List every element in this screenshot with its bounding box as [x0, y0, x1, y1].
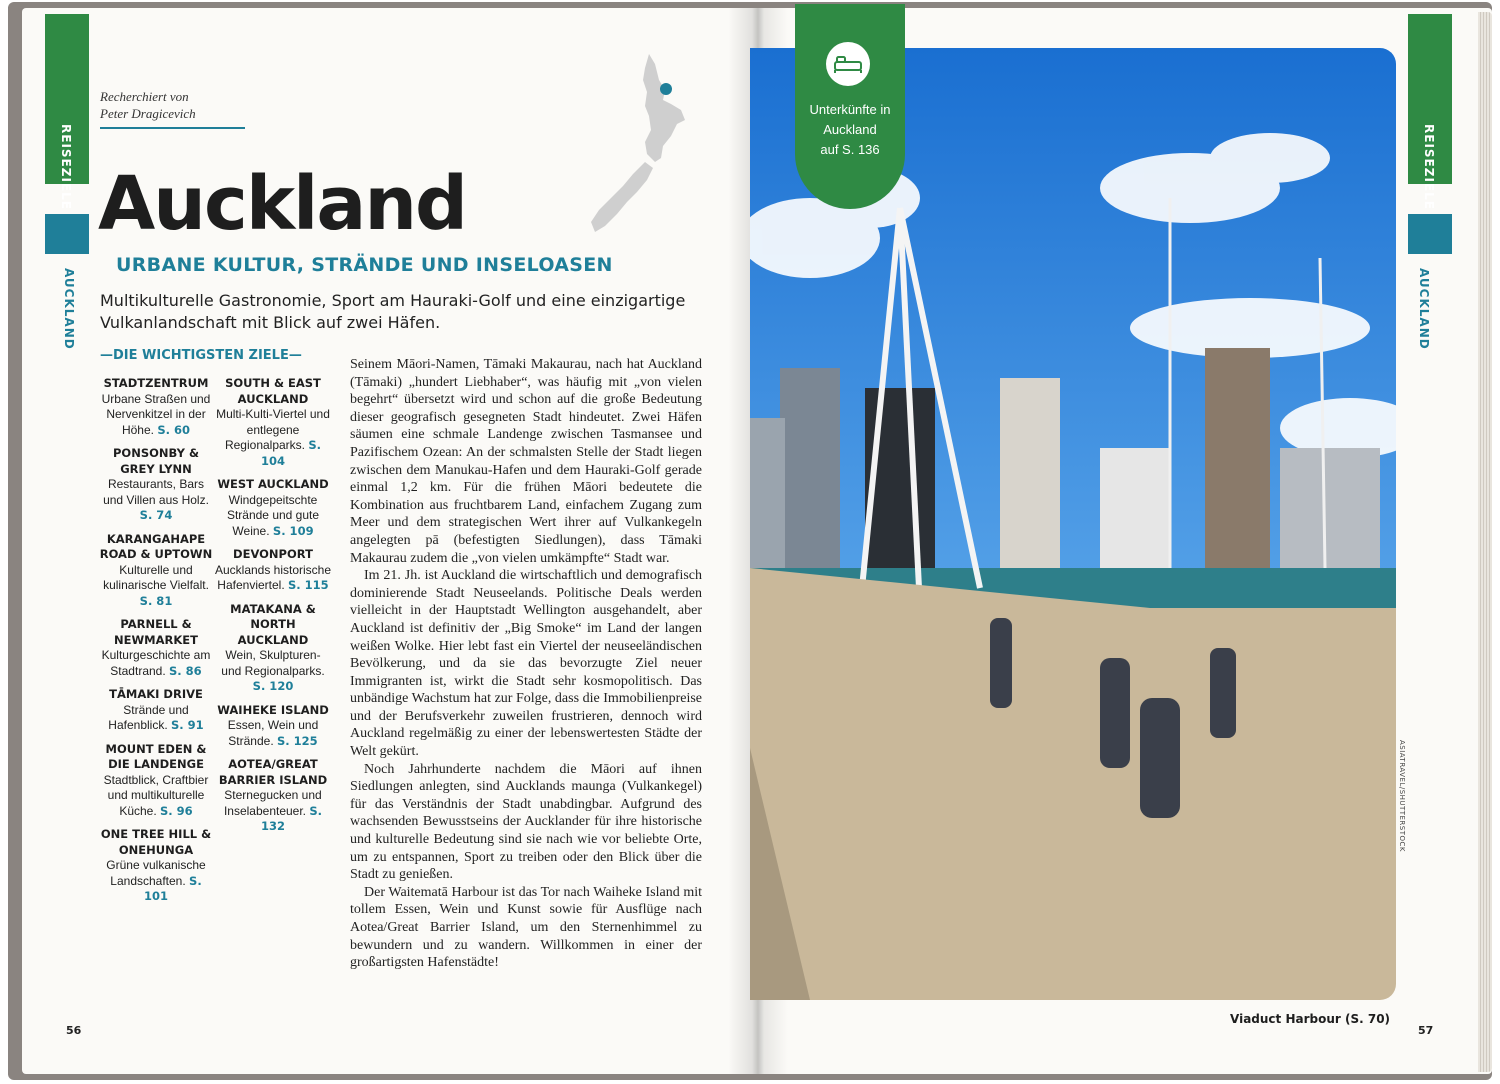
auckland-location-marker [660, 83, 672, 95]
highlights-heading: —DIE WICHTIGSTEN ZIELE— [100, 348, 302, 363]
highlight-page-ref[interactable]: S. 101 [143, 873, 202, 903]
byline-author: Peter Dragicevich [100, 106, 196, 121]
page-edges [1478, 12, 1492, 1072]
highlight-name: AOTEA/GREAT BARRIER ISLAND [218, 757, 328, 787]
highlight-name: PONSONBY & GREY LYNN [112, 446, 199, 476]
highlight-page-ref[interactable]: S. 91 [171, 718, 204, 732]
highlight-page-ref[interactable]: S. 60 [157, 422, 191, 437]
page-subtitle: URBANE KULTUR, STRÄNDE UND INSELOASEN [116, 254, 613, 276]
highlight-name: TĀMAKI DRIVE [109, 687, 203, 701]
bed-icon [826, 42, 870, 86]
highlight-desc: Kulturelle und kulinarische Vielfalt. [103, 562, 209, 592]
highlight-page-ref[interactable]: S. 109 [272, 523, 314, 538]
highlight-page-ref[interactable]: S. 104 [260, 438, 322, 468]
highlight-desc: Multi-Kulti-Viertel und entlegene Regionalparks. [216, 407, 330, 452]
highlight-page-ref[interactable]: S. 74 [139, 508, 173, 522]
body-paragraph: Im 21. Jh. ist Auckland die wirtschaftlich und demografisch dominierende Stadt Neuseelands. Politische Deals werden vielleicht in der Hauptstadt Wellington ausgehandelt, aber Auckland ist definitiv der „Big Smoke“ im Land der langen weißen Wolke. Hier lebt fast ein Viertel der neuseeländischen Bevölkerung, und da sie das bevorzugte Ziel neuer Immigranten ist, wirkt die Stadt sehr kosmopolitisch. Das unbändige Wachstum hat zur Folge, dass die Immobilienpreise und der Berufsverkehr zuweilen frustrieren, dennoch wird Auckland regelmäßig zu einer der lebenswertesten Städte der Welt gekürt. [350, 568, 702, 760]
highlight-page-ref[interactable]: S. 86 [169, 663, 202, 678]
page-title: Auckland [98, 161, 466, 247]
highlight-desc: Windgepeitschte Strände und gute Weine. [226, 492, 320, 538]
highlight-page-ref[interactable]: S. 120 [252, 679, 294, 693]
highlight-item [214, 703, 332, 750]
highlight-desc: Strände und Hafenblick. [108, 702, 189, 732]
byline [100, 88, 196, 122]
highlight-name: KARANGAHAPE ROAD & UPTOWN [99, 531, 213, 561]
highlight-desc: Kulturgeschichte am Stadtrand. [101, 648, 211, 678]
highlight-desc: Sternegucken und Inselabenteuer. [223, 788, 322, 818]
city-tab-label-right: AUCKLAND [1417, 268, 1431, 350]
highlight-name: DEVONPORT [233, 547, 313, 561]
highlight-name: PARNELL & NEWMARKET [114, 617, 198, 647]
page-number-right: 57 [1418, 1024, 1434, 1037]
highlight-page-ref[interactable]: S. 125 [277, 733, 318, 748]
byline-rule [100, 127, 245, 129]
byline-line-1: Recherchiert von [100, 89, 189, 104]
highlight-name: WEST AUCKLAND [217, 477, 329, 491]
section-tab-teal [45, 214, 89, 254]
highlight-item [214, 477, 332, 539]
highlight-page-ref[interactable]: S. 81 [139, 593, 173, 608]
pier-deck [750, 568, 1396, 1000]
highlight-name: MOUNT EDEN & DIE LANDENGE [105, 741, 207, 771]
section-tab-right [1408, 14, 1452, 210]
new-zealand-map [585, 50, 705, 240]
highlight-name: WAIHEKE ISLAND [217, 702, 329, 717]
highlight-desc: Aucklands historische Hafenviertel. [214, 562, 332, 592]
city-tab-label: AUCKLAND [62, 268, 76, 350]
highlight-name: SOUTH & EAST AUCKLAND [225, 376, 321, 406]
highlight-page-ref[interactable]: S. 96 [160, 803, 193, 818]
highlight-item [214, 602, 332, 695]
section-tab-label: REISEZIELE [59, 124, 73, 210]
highlight-item [214, 376, 332, 469]
section-tab-label-right: REISEZIELE [1422, 124, 1436, 210]
highlight-item [97, 687, 215, 734]
highlight-item [97, 376, 215, 438]
section-tab-teal-right [1408, 214, 1452, 254]
highlights-column-2 [214, 376, 332, 843]
highlight-item [97, 827, 215, 905]
highlight-desc: Restaurants, Bars und Villen aus Holz. [103, 477, 209, 507]
photo-caption: Viaduct Harbour (S. 70) [1230, 1012, 1391, 1026]
page-number-left: 56 [66, 1024, 82, 1037]
accommodation-line-1: Unterkünfte in [809, 102, 891, 117]
intro-text: Multikulturelle Gastronomie, Sport am Hauraki-Golf und eine einzigartige Vulkanlandschaft mit Blick auf zwei Häfen. [100, 291, 686, 332]
accommodation-badge[interactable] [795, 4, 905, 209]
highlight-desc: Essen, Wein und Strände. [227, 718, 319, 748]
highlight-name: STADTZENTRUM [103, 376, 209, 390]
accommodation-text [795, 100, 905, 160]
highlight-item [97, 742, 215, 820]
highlight-name: ONE TREE HILL & ONEHUNGA [100, 827, 212, 857]
section-tab [45, 14, 89, 210]
highlight-page-ref[interactable]: S. 115 [288, 578, 329, 592]
highlight-item [97, 532, 215, 610]
south-island-shape [591, 162, 653, 232]
highlight-desc: Urbane Straßen und Nervenkitzel in der Höhe. [101, 391, 211, 437]
north-island-shape [643, 54, 685, 162]
body-paragraph: Der Waitematā Harbour ist das Tor nach Waiheke Island mit tollem Essen, Wein und Kunst sowie für Ausflüge nach Aotea/Great Barrier Island, um den Sternenhimmel zu bewundern und zu wandern. Willkommen in einer der großartigsten Hafenstädte! [350, 884, 702, 971]
highlight-desc: Wein, Skulpturen- und Regionalparks. [221, 648, 325, 678]
body-text [350, 356, 702, 972]
body-paragraph: Seinem Māori-Namen, Tāmaki Makaurau, nach hat Auckland (Tāmaki) „hundert Liebhaber“, was häufig mit „von vielen begehrt“ übersetzt wird und schon auf die große Bedeutung dieser geografisch gesegneten Stadt hindeutet. Zwei Häfen säumen eine schmale Landenge zwischen Tasmansee und Pazifischem Ozean: An der schmalsten Stelle der Stadt liegen zwischen dem Manukau-Hafen und dem Hauraki-Golf gerade einmal 1,2 km. Für die frühen Māori bedeutete die Kombination aus fruchtbarem Land, einfachem Zugang zum Meer und dem strategischen Wert ihrer auf Vulkankegeln angelegten pā (befestigten Siedlungen), dass Tāmaki Makaurau zudem die „von vielen umkämpfte“ Stadt war. [350, 357, 702, 566]
accommodation-page-ref[interactable]: auf S. 136 [820, 142, 880, 157]
highlights-column-1 [97, 376, 215, 913]
highlight-item [97, 617, 215, 679]
highlight-name: MATAKANA & NORTH AUCKLAND [230, 601, 316, 647]
highlight-page-ref[interactable]: S. 132 [260, 803, 323, 833]
photo-credit: ASIATRAVEL/SHUTTERSTOCK [1398, 740, 1406, 852]
highlight-item [214, 547, 332, 594]
highlight-desc: Grüne vulkanische Landschaften. [106, 858, 206, 888]
accommodation-line-2: Auckland [823, 122, 877, 137]
highlight-item [97, 446, 215, 524]
highlight-item [214, 757, 332, 835]
body-paragraph: Noch Jahrhunderte nachdem die Māori auf ihnen Siedlungen anlegten, sind Aucklands maunga (Vulkankegel) für das Verständnis der Stadt unabdingbar. Aufgrund des wachsenden Bewusstseins der Aucklander für ihre historische und kulturelle Bedeutung sind sie nach wie vor beliebte Orte, um zu entspannen, Sport zu treiben oder den Blick über die Stadt zu genießen. [350, 761, 702, 883]
highlight-desc: Stadtblick, Craftbier und multikulturelle Küche. [103, 772, 209, 818]
